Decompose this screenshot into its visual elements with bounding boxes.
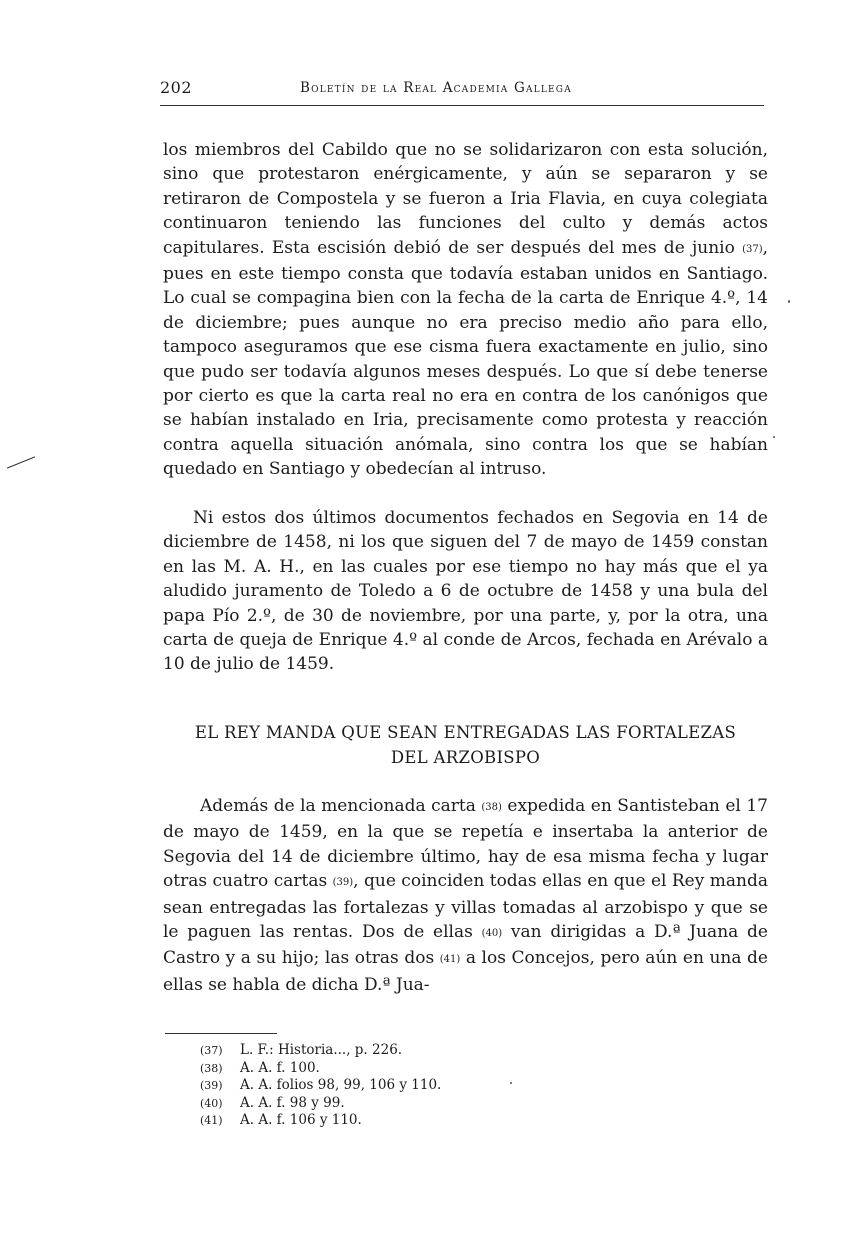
paragraph-2 [163,506,768,677]
footnote-number: (37) [200,1044,223,1057]
footnote-text: A. A. f. 100. [240,1059,320,1076]
footnote-37 [200,1042,600,1060]
paragraph-text: Ni estos dos últimos documentos fechados en Segovia en 14 de diciembre de 1458, ni los que siguen del 7 de mayo de 1459 constan en las M. A. H., en las cuales por ese tiempo no hay más que el ya aludido juramento de Toledo a 6 de octubre de 1458 y una bula del papa Pío 2.º, de 30 de noviembre, por una parte, y, por la otra, una carta de queja de Enrique 4.º al conde de Arcos, fechada en Arévalo a 10 de julio de 1459. [163,508,768,675]
scan-speck [773,436,775,438]
footnotes [200,1042,600,1130]
section-heading [163,720,768,770]
footnote-reference: (37) [742,243,763,255]
footnote-number: (39) [200,1079,223,1092]
footnote-rule [165,1033,277,1034]
scan-speck [788,300,790,303]
footnote-reference: (41) [439,954,461,966]
footnote-text: L. F.: Historia..., p. 226. [240,1042,403,1058]
footnote-number: (38) [200,1061,223,1075]
footnote-41 [200,1112,600,1130]
paragraph-text: a los Concejos, pero aún en una de ellas se habla de dicha D.ª Jua- [163,948,768,995]
margin-pencil-mark [7,456,35,468]
footnote-number: (40) [200,1096,223,1110]
page-number: 202 [160,78,193,97]
paragraph-text: los miembros del Cabildo que no se solidarizaron con esta solución, sino que protestaron enérgicamente, y aún se separaron y se retiraron de Compostela y se fueron a Iria Flavia, en cuya colegiata continuaron teniendo las funciones del culto y demás actos capitulares. Esta escisión debió de ser después del mes de junio [163,140,768,258]
paragraph-text: , que coinciden todas ellas en que el Rey manda sean entregadas las fortalezas y villas tomadas al arzobispo y que se le paguen las rentas. Dos de ellas [163,871,768,943]
paragraph-text: , pues en este tiempo consta que todavía estaban unidos en Santiago. Lo cual se compagina bien con la fecha de la carta de Enrique 4.º, 14 de diciembre; pues aunque no era preciso medio año para ello, tampoco aseguramos que ese cisma fuera exactamente en julio, sino que pudo ser todavía algunos meses después. Lo que sí debe tenerse por cierto es que la carta real no era en contra de los canónigos que se habían instalado en Iria, precisamente como protesta y reacción contra aquella situación anómala, sino contra los que se habían quedado en Santiago y obedecían al intruso. [163,237,768,480]
paragraph-text: van dirigidas a D.ª Juana de Castro y a su hijo; las otras dos [163,922,768,969]
footnote-text: A. A. folios 98, 99, 106 y 110. [240,1077,442,1093]
section-heading-line-1: EL REY MANDA QUE SEAN ENTREGADAS LAS FORTALEZAS [194,723,737,742]
paragraph-3 [163,794,768,997]
footnote-reference: (40) [481,928,503,940]
footnote-reference: (39) [332,877,354,889]
footnote-text: A. A. f. 106 y 110. [240,1112,362,1128]
paragraph-text: expedida en Santisteban el 17 de mayo de 1459, en la que se repetía e insertaba la anterior de Segovia del 14 de diciembre último, hay de esa misma fecha y lugar otras cuatro cartas [163,796,768,892]
footnote-reference: (38) [481,802,502,813]
footnote-text: A. A. f. 98 y 99. [240,1094,345,1111]
footnote-39 [200,1077,600,1095]
section-heading-line-2: DEL ARZOBISPO [390,748,541,767]
running-title: Boletín de la Real Academia Gallega [300,80,572,96]
paragraph-text: Además de la mencionada carta [200,796,482,816]
footnote-40 [200,1095,600,1113]
footnote-38 [200,1060,600,1078]
scan-speck [510,1082,512,1084]
header-rule [160,105,764,106]
page-header [160,78,765,100]
footnote-number: (41) [200,1114,223,1127]
paragraph-1 [163,138,768,482]
